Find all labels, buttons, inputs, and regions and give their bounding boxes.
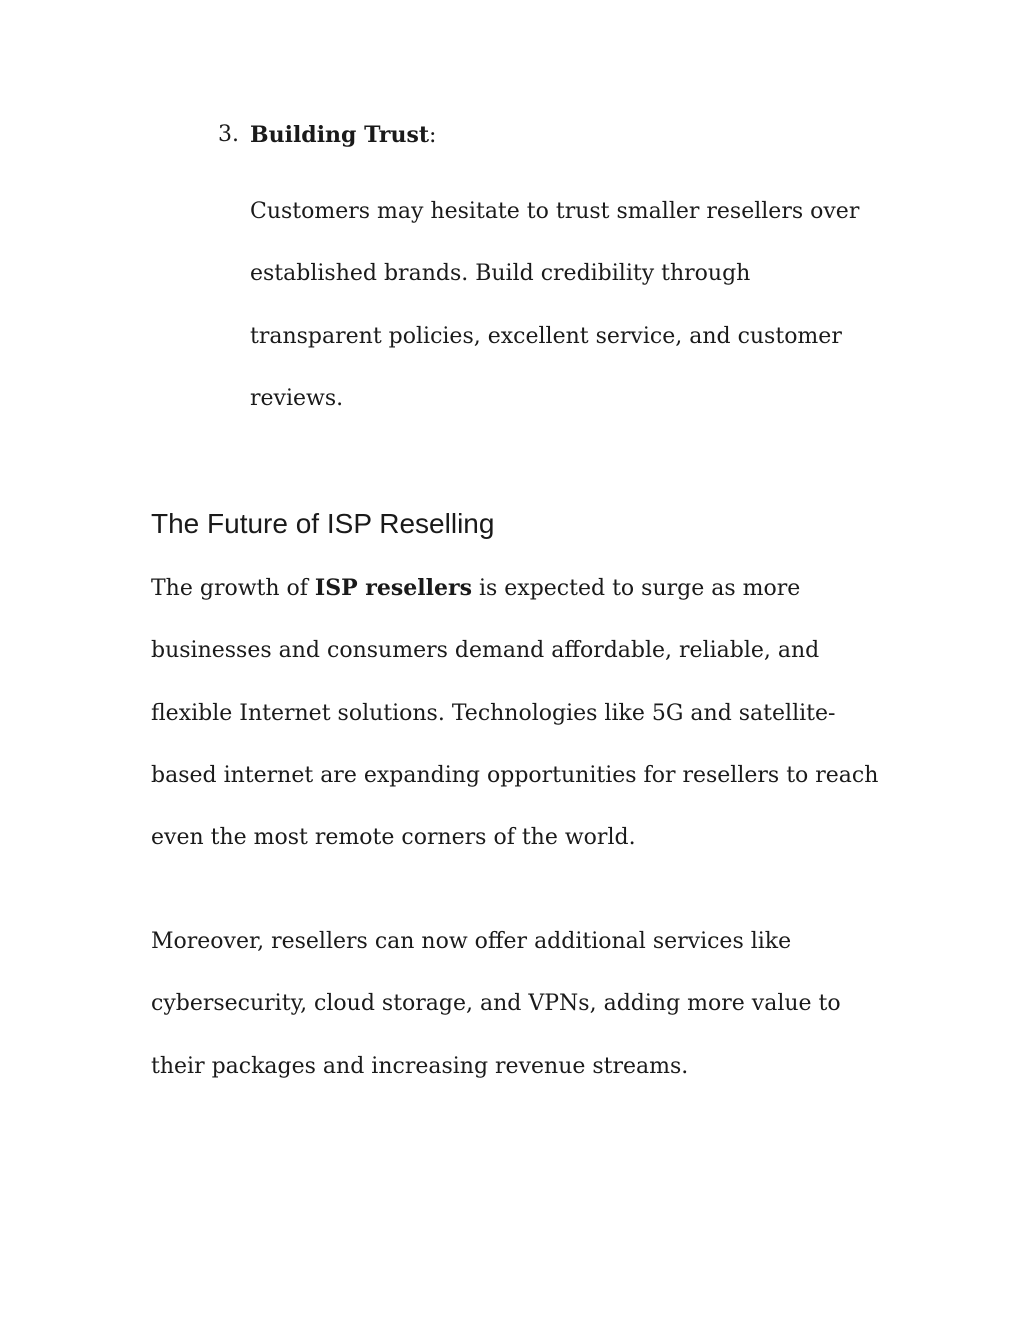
section-paragraph-1: [151, 557, 881, 869]
paragraph-1-rest: is expected to surge as more businesses and consumers demand affordable, reliable, and flexible Internet solutions. Technologies like 5G and satellite-based internet are expanding opportunities for resellers to reach even the most remote corners of the world.: [151, 576, 879, 851]
section-paragraph-2: Moreover, resellers can now offer additional services like cybersecurity, cloud storage, and VPNs, adding more value to their packages and increasing revenue streams.: [151, 929, 841, 1079]
paragraph-1-bold-term: ISP resellers: [314, 575, 472, 601]
list-item-title-bold: Building Trust: [250, 122, 429, 148]
future-section: [151, 505, 881, 869]
list-item-text: Customers may hesitate to trust smaller resellers over established brands. Build credibility through transparent policies, excellent service, and customer reviews.: [250, 199, 860, 411]
list-item-title: [250, 118, 870, 153]
paragraph-1-lead: The growth of: [151, 576, 315, 601]
list-item-title-colon: :: [429, 123, 437, 148]
list-item-body: [250, 118, 870, 430]
section-heading: The Future of ISP Reselling: [151, 508, 495, 539]
list-number: 3.: [218, 122, 239, 147]
